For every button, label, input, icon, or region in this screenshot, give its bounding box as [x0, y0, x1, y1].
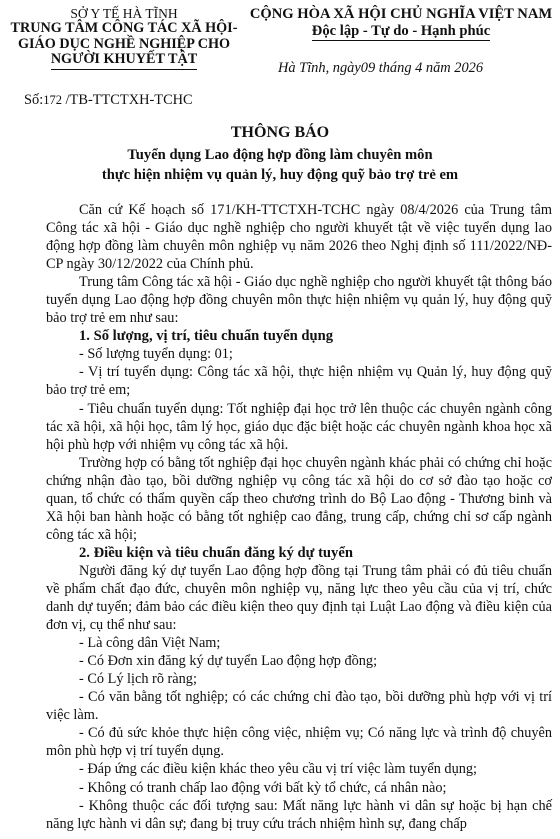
list-item: - Có đủ sức khỏe thực hiện công việc, nhiệm vụ; Có năng lực và trình độ chuyên môn phù hợp vị trí tuyển dụng.: [46, 725, 552, 760]
date-day: 09: [360, 60, 376, 76]
place-and-date: [278, 60, 483, 77]
organization-name-line-1: TRUNG TÂM CÔNG TÁC XÃ HỘI-: [10, 20, 238, 36]
document-number: [24, 92, 193, 109]
list-item: - Không thuộc các đối tượng sau: Mất năng lực hành vi dân sự hoặc bị hạn chế năng lực hành vi dân sự; đang bị truy cứu trách nhiệm hình sự, đang chấp: [46, 797, 552, 832]
republic-name: CỘNG HÒA XÃ HỘI CHỦ NGHĨA VIỆT NAM: [249, 6, 553, 22]
parent-agency: SỞ Y TẾ HÀ TĨNH: [70, 6, 178, 21]
paragraph-announcement: Trung tâm Công tác xã hội - Giáo dục nghề nghiệp cho người khuyết tật thông báo tuyển dụng Lao động hợp đồng chuyên môn thực hiện nhiệm vụ quản lý, huy động quỹ bảo trợ trẻ em như sau:: [46, 274, 552, 327]
list-item: - Tiêu chuẩn tuyển dụng: Tốt nghiệp đại học trở lên thuộc các chuyên ngành công tác xã hội, xã hội học, tâm lý học, giáo dục đặc biệt hoặc các chuyên ngành khoa học xã hội phù hợp với nhiệm vụ công tác xã hội.: [46, 400, 552, 453]
document-body: [46, 201, 552, 833]
document-title: THÔNG BÁO: [230, 124, 330, 141]
place-date-prefix: Hà Tĩnh, ngày: [278, 60, 361, 76]
place-date-suffix: tháng 4 năm 2026: [375, 60, 484, 76]
paragraph: Người đăng ký dự tuyển Lao động hợp đồng tại Trung tâm phải có đủ tiêu chuẩn về phẩm chất đạo đức, chuyên môn nghiệp vụ, năng lực theo yêu cầu của vị trí, chức danh dự tuyển; đảm bảo các điều kiện theo quy định tại Luật Lao động và điều kiện của đơn vị, cụ thể như sau:: [46, 562, 552, 634]
list-item: - Là công dân Việt Nam;: [79, 635, 221, 652]
national-header-block: [244, 6, 558, 41]
list-item: - Có văn bằng tốt nghiệp; có các chứng chỉ đào tạo, bồi dưỡng phù hợp với vị trí việc làm.: [46, 689, 552, 724]
national-motto: Độc lập - Tự do - Hạnh phúc: [311, 23, 491, 39]
list-item: - Vị trí tuyển dụng: Công tác xã hội, thực hiện nhiệm vụ Quản lý, huy động quỹ bảo trợ trẻ em;: [46, 364, 552, 399]
section-heading-2: 2. Điều kiện và tiêu chuẩn đăng ký dự tuyển: [79, 544, 353, 561]
doc-no-label: Số:: [24, 92, 44, 108]
organization-name-line-3: NGƯỜI KHUYẾT TẬT: [51, 52, 197, 70]
list-item: - Không có tranh chấp lao động với bất kỳ tổ chức, cá nhân nào;: [79, 779, 447, 796]
document-subtitle-line-2: thực hiện nhiệm vụ quản lý, huy động quỹ bảo trợ trẻ em: [101, 167, 459, 183]
document-subtitle-line-1: Tuyển dụng Lao động hợp đồng làm chuyên môn: [127, 147, 433, 163]
paragraph-legal-basis: Căn cứ Kế hoạch số 171/KH-TTCTXH-TCHC ngày 08/4/2026 của Trung tâm Công tác xã hội - Giáo dục nghề nghiệp cho người khuyết tật về việc tuyển dụng lao động hợp đồng làm chuyên môn nghiệp vụ năm 2026 theo Nghị định số 111/2022/NĐ-CP ngày 30/12/2022 của Chính phủ.: [46, 202, 552, 273]
paragraph: Trường hợp có bằng tốt nghiệp đại học chuyên ngành khác phải có chứng chỉ hoặc chứng nhận đào tạo, bồi dưỡng nghiệp vụ công tác xã hội do cơ sở đào tạo hoặc cơ quan, tổ chức có thẩm quyền cấp theo chương trình do Bộ Lao động - Thương binh và Xã hội ban hành hoặc có bằng tốt nghiệp cao đẳng, trung cấp, chứng chỉ sơ cấp ngành công tác xã hội;: [46, 454, 552, 543]
doc-no-value: 172: [43, 93, 62, 107]
list-item: - Có Đơn xin đăng ký dự tuyển Lao động hợp đồng;: [79, 653, 378, 670]
list-item: - Có Lý lịch rõ ràng;: [79, 671, 197, 688]
list-item: - Số lượng tuyển dụng: 01;: [79, 346, 233, 363]
organization-name-line-2: GIÁO DỤC NGHỀ NGHIỆP CHO: [17, 35, 231, 52]
list-item: - Đáp ứng các điều kiện khác theo yêu cầu vị trí việc làm tuyển dụng;: [79, 761, 477, 778]
doc-no-suffix: /TB-TTCTXH-TCHC: [61, 92, 193, 108]
section-heading-1: 1. Số lượng, vị trí, tiêu chuẩn tuyển dụng: [79, 328, 334, 345]
issuing-agency-block: [6, 6, 242, 70]
